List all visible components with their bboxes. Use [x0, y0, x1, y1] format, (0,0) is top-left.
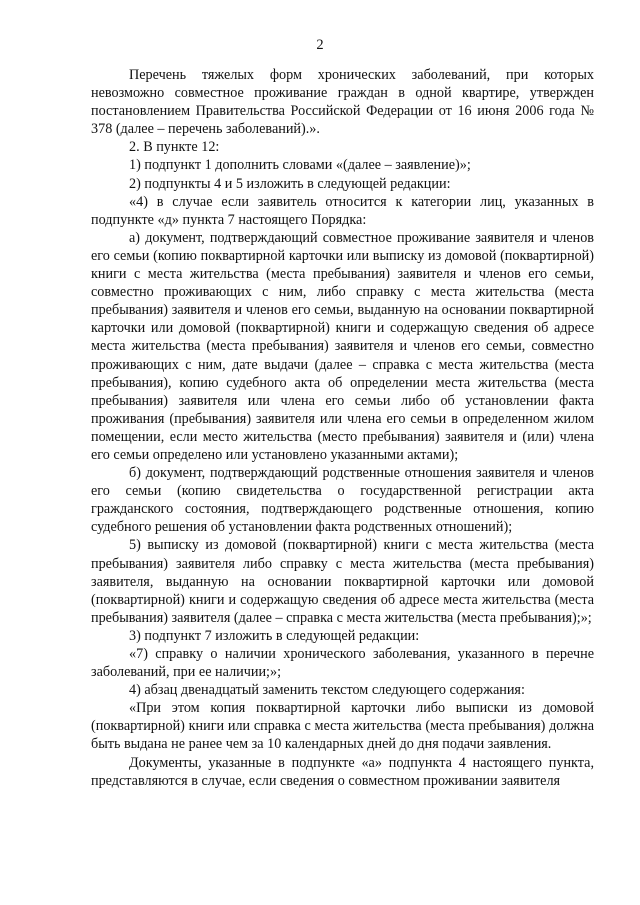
paragraph: Перечень тяжелых форм хронических заболеваний, при которых невозможно совместное проживание граждан в одной квартире, утвержден постановлением Правительства Российской Федерации от 16 июня 2006 года № 378 (далее – перечень заболеваний).». [91, 67, 594, 138]
page-number: 2 [316, 37, 324, 53]
paragraph: 2) подпункты 4 и 5 изложить в следующей редакции: [129, 175, 451, 192]
document-body [91, 66, 594, 790]
paragraph: 4) абзац двенадцатый заменить текстом следующего содержания: [129, 682, 525, 699]
paragraph: 5) выписку из домовой (поквартирной) книги с места жительства (места пребывания) заявителя либо справку с места жительства (места пребывания) заявителя, выданную на основании поквартирной карточки или домовой (поквартирной) книги и содержащую сведения об адресе места жительства (места пребывания) заявителя (далее – справка с места жительства (места пребывания);»; [91, 537, 594, 626]
paragraph: «7) справку о наличии хронического заболевания, указанного в перечне заболеваний, при ее наличии;»; [91, 646, 594, 681]
paragraph: а) документ, подтверждающий совместное проживание заявителя и членов его семьи (копию поквартирной карточки или выписку из домовой (поквартирной) книги с места жительства (места пребывания) заявителя и членов его семьи, совместно проживающих с ним, либо справку с места жительства (места пребывания) заявителя и членов его семьи, выданную на основании поквартирной карточки или домовой (поквартирной) книги и содержащую сведения об адресе места жительства (места пребывания) заявителя и членов его семьи, совместно проживающих с ним, дате выдачи (далее – справка с места жительства (места пребывания), копию судебного акта об определении места жительства (места пребывания) заявителя или члена его семьи либо об установлении факта проживания (пребывания) заявителя или члена его семьи в определенном жилом помещении, если место жительства (место пребывания) заявителя и (или) члена его семьи определено или установлено указанными актами); [91, 229, 594, 463]
paragraph: 1) подпункт 1 дополнить словами «(далее – заявление)»; [129, 157, 471, 174]
paragraph: 3) подпункт 7 изложить в следующей редакции: [129, 627, 420, 644]
paragraph: «При этом копия поквартирной карточки либо выписки из домовой (поквартирной) книги или справка с места жительства (места пребывания) должна быть выдана не ранее чем за 10 календарных дней до дня подачи заявления. [91, 700, 594, 753]
paragraph: Документы, указанные в подпункте «а» подпункта 4 настоящего пункта, представляются в случае, если сведения о совместном проживании заявителя [91, 754, 594, 789]
paragraph: б) документ, подтверждающий родственные отношения заявителя и членов его семьи (копию свидетельства о государственной регистрации акта гражданского состояния, подтверждающего родственные отношения, копию судебного решения об установлении факта родственных отношений); [91, 465, 594, 536]
paragraph: 2. В пункте 12: [129, 139, 220, 156]
paragraph: «4) в случае если заявитель относится к категории лиц, указанных в подпункте «д» пункта 7 настоящего Порядка: [91, 193, 594, 228]
